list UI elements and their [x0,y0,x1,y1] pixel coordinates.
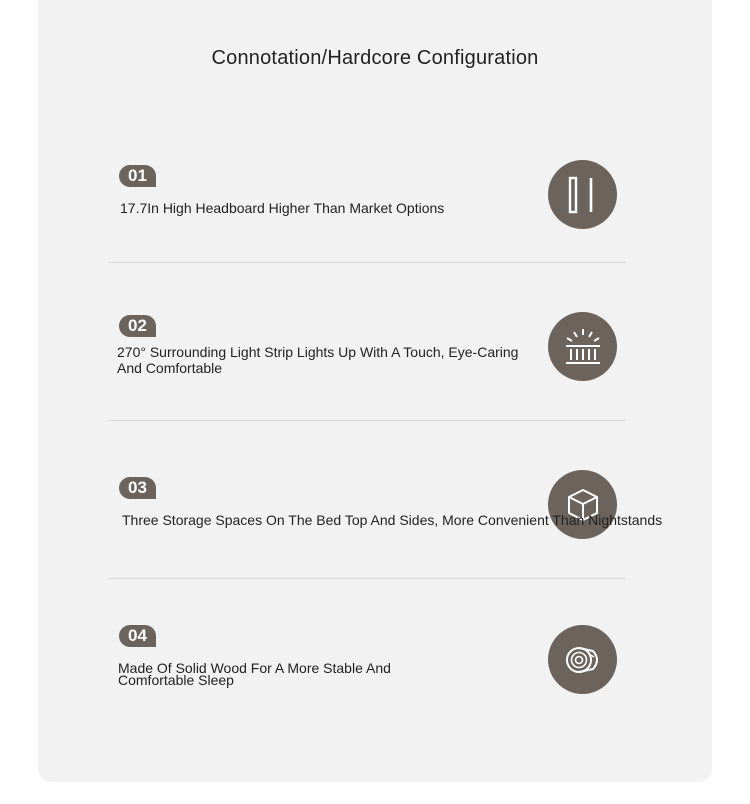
feature-number-badge: 02 [119,315,156,337]
feature-text: 17.7In High Headboard Higher Than Market Options [120,200,445,216]
divider [108,262,626,263]
wood-log-icon [548,625,617,694]
feature-number-badge: 04 [119,625,156,647]
feature-number-badge: 01 [119,165,156,187]
configuration-panel [38,0,712,782]
feature-number-badge: 03 [119,477,156,499]
feature-text: Made Of Solid Wood For A More Stable And Comfortable Sleep [118,660,391,688]
headboard-icon [548,160,617,229]
section-title: Connotation/Hardcore Configuration [211,47,539,69]
light-strip-icon [548,312,617,381]
feature-text: 270° Surrounding Light Strip Lights Up With A Touch, Eye-Caring And Comfortable [117,344,519,376]
storage-box-icon [548,470,617,539]
divider [108,578,626,579]
feature-text: Three Storage Spaces On The Bed Top And Sides, More Convenient Than Nightstands [122,512,663,528]
divider [108,420,626,421]
